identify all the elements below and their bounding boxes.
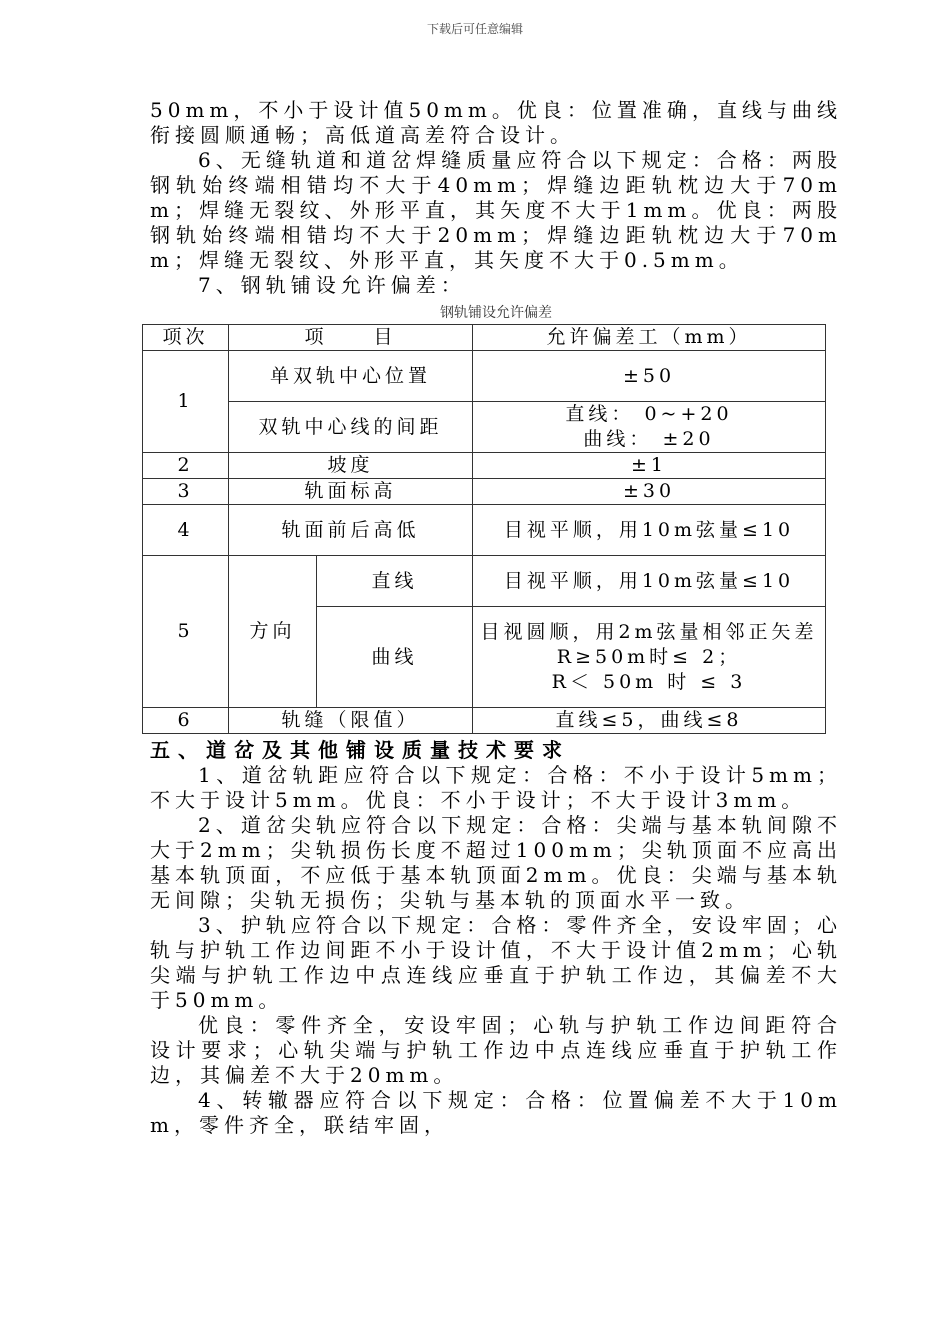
value-cell: ±50 (473, 351, 826, 402)
table-caption: 钢轨铺设允许偏差 (440, 305, 552, 321)
table-row (143, 453, 826, 479)
deviation-table (142, 324, 826, 734)
row-number: 1 (143, 351, 229, 453)
item-cell: 轨面标高 (229, 479, 473, 505)
row-number: 6 (143, 708, 229, 734)
page-header: 下载后可任意编辑 (426, 22, 523, 36)
table-header-row (143, 325, 826, 351)
section-title: 五、道岔及其他铺设质量技术要求 (150, 738, 570, 762)
value-cell: 直线≤5，曲线≤8 (473, 708, 826, 734)
header-cell: 项 目 (229, 325, 473, 351)
value-line: 直线： 0~+20 (565, 403, 733, 425)
row-number: 3 (143, 479, 229, 505)
header-cell: 项次 (143, 325, 229, 351)
item-cell: 直线 (317, 556, 473, 607)
value-line: 目视圆顺，用2m弦量相邻正矢差R≥50m时≤ 2； (480, 620, 818, 668)
group-cell: 方向 (229, 556, 317, 708)
value-cell (473, 607, 826, 708)
table-row (143, 402, 826, 453)
item-cell: 双轨中心线的间距 (229, 402, 473, 453)
paragraph: 2、道岔尖轨应符合以下规定：合格：尖端与基本轨间隙不大于2mm；尖轨损伤长度不超过100mm；尖轨顶面不应高出基本轨顶面，不应低于基本轨顶面2mm。优良：尖端与基本轨无间隙；尖轨无损伤；尖轨与基本轨的顶面水平一致。 (150, 813, 842, 912)
row-number: 2 (143, 453, 229, 479)
table-row (143, 708, 826, 734)
paragraph: 3、护轨应符合以下规定：合格：零件齐全，安设牢固；心轨与护轨工作边间距不小于设计值，不大于设计值2mm；心轨尖端与护轨工作边中点连线应垂直于护轨工作边，其偏差不大于50mm。 (150, 913, 842, 1012)
value-cell (473, 402, 826, 453)
paragraph: 1、道岔轨距应符合以下规定：合格：不小于设计5mm；不大于设计5mm。优良：不小于设计；不大于设计3mm。 (150, 763, 842, 812)
table-row (143, 505, 826, 556)
value-cell: ±30 (473, 479, 826, 505)
table-row (143, 351, 826, 402)
item-cell: 曲线 (317, 607, 473, 708)
paragraph: 7、钢轨铺设允许偏差： (198, 273, 466, 297)
item-cell: 轨面前后高低 (229, 505, 473, 556)
item-cell: 轨缝（限值） (229, 708, 473, 734)
paragraph: 优良：零件齐全，安设牢固；心轨与护轨工作边间距符合设计要求；心轨尖端与护轨工作边中点连线应垂直于护轨工作边，其偏差不大于20mm。 (150, 1013, 842, 1087)
value-cell: 目视平顺，用10m弦量≤10 (473, 556, 826, 607)
table-row (143, 556, 826, 607)
item-cell: 单双轨中心位置 (229, 351, 473, 402)
paragraph: 4、转辙器应符合以下规定：合格：位置偏差不大于10mm，零件齐全，联结牢固， (150, 1088, 842, 1137)
value-line: R＜ 50m 时 ≤ 3 (551, 670, 747, 693)
header-cell: 允许偏差工（mm） (473, 325, 826, 351)
value-line: 曲线： ±20 (583, 428, 715, 450)
table-row (143, 479, 826, 505)
value-cell: 目视平顺，用10m弦量≤10 (473, 505, 826, 556)
row-number: 4 (143, 505, 229, 556)
item-cell: 坡度 (229, 453, 473, 479)
value-cell: ±1 (473, 453, 826, 479)
document-body (150, 98, 842, 1138)
paragraph: 50mm，不小于设计值50mm。优良：位置准确，直线与曲线衔接圆顺通畅；高低道高差符合设计。 (150, 98, 842, 147)
paragraph: 6、无缝轨道和道岔焊缝质量应符合以下规定：合格：两股钢轨始终端相错均不大于40mm；焊缝边距轨枕边大于70mm；焊缝无裂纹、外形平直，其矢度不大于1mm。优良：两股钢轨始终端相错均不大于20mm；焊缝边距轨枕边大于70mm；焊缝无裂纹、外形平直，其矢度不大于0.5mm。 (150, 148, 842, 272)
row-number: 5 (143, 556, 229, 708)
